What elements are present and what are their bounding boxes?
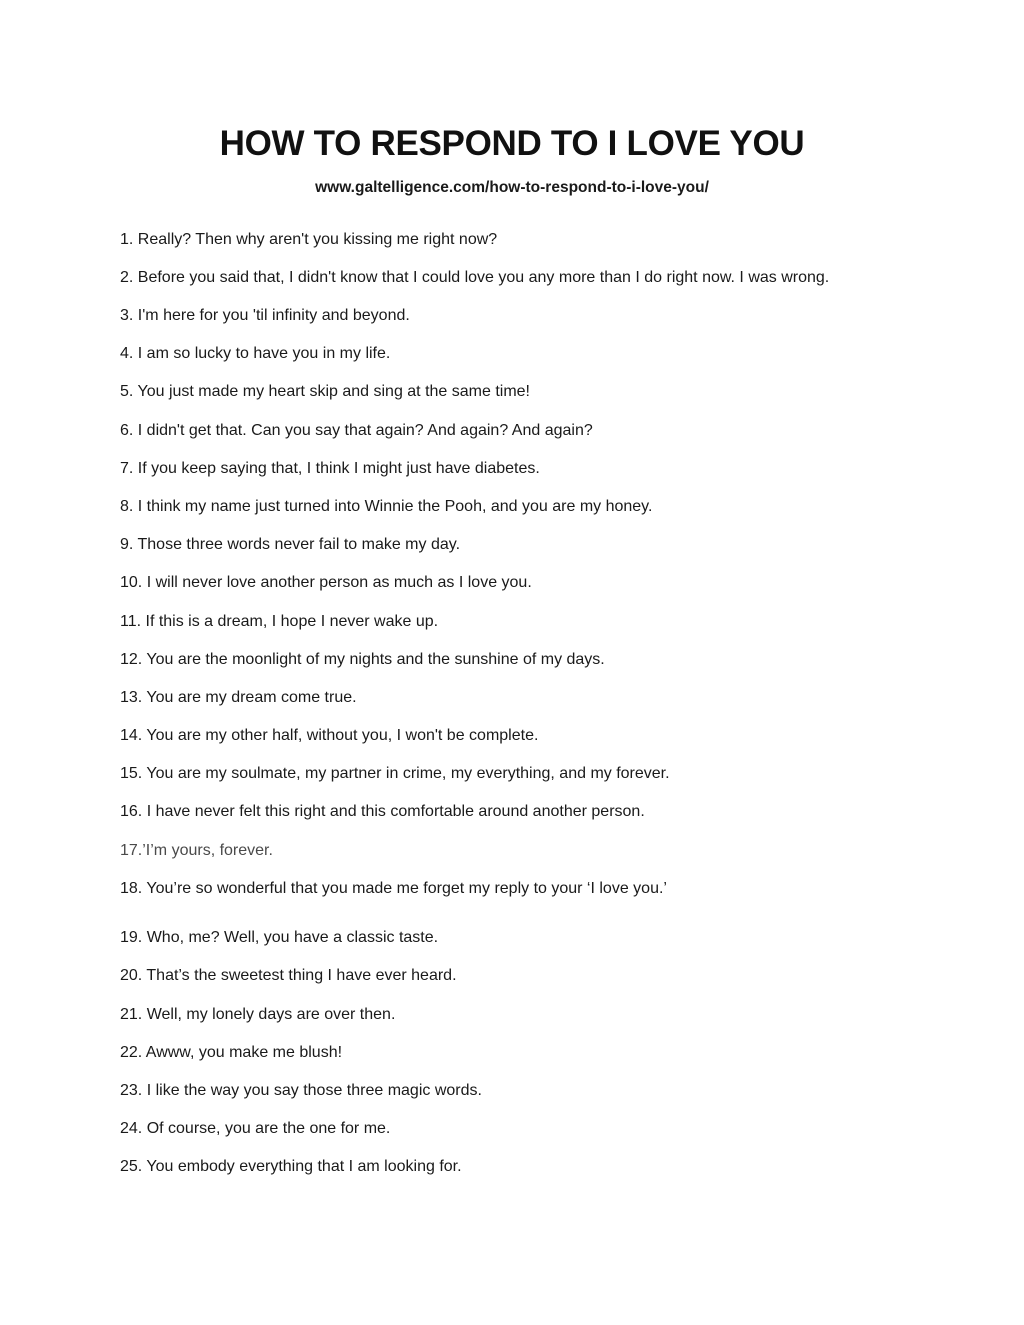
list-item: 23. I like the way you say those three magic words. <box>120 1082 482 1099</box>
list-item: 13. You are my dream come true. <box>120 689 357 706</box>
list-item: 22. Awww, you make me blush! <box>120 1044 343 1061</box>
list-item: 16. I have never felt this right and this comfortable around another person. <box>120 803 645 820</box>
list-item: 25. You embody everything that I am looking for. <box>120 1158 462 1175</box>
list-item: 2. Before you said that, I didn't know that I could love you any more than I do right now. I was wrong. <box>120 269 830 286</box>
list-item: 4. I am so lucky to have you in my life. <box>120 345 391 362</box>
list-item: 11. If this is a dream, I hope I never wake up. <box>120 613 439 630</box>
list-item: 9. Those three words never fail to make my day. <box>120 536 461 553</box>
list-item: 12. You are the moonlight of my nights and the sunshine of my days. <box>120 651 605 668</box>
list-item: 21. Well, my lonely days are over then. <box>120 1006 396 1023</box>
list-item: 14. You are my other half, without you, I won't be complete. <box>120 727 539 744</box>
list-item: 3. I'm here for you 'til infinity and beyond. <box>120 307 410 324</box>
list-item: 24. Of course, you are the one for me. <box>120 1120 391 1137</box>
list-item: 6. I didn't get that. Can you say that again? And again? And again? <box>120 422 593 439</box>
list-item: 7. If you keep saying that, I think I might just have diabetes. <box>120 460 540 477</box>
list-item: 19. Who, me? Well, you have a classic taste. <box>120 929 439 946</box>
list-item: 17.’I’m yours, forever. <box>120 842 273 859</box>
source-url: www.galtelligence.com/how-to-respond-to-i-love-you/ <box>315 179 709 196</box>
list-item: 10. I will never love another person as much as I love you. <box>120 574 532 591</box>
list-item: 1. Really? Then why aren't you kissing me right now? <box>120 231 498 248</box>
list-item: 8. I think my name just turned into Winnie the Pooh, and you are my honey. <box>120 498 653 515</box>
list-item: 18. You’re so wonderful that you made me forget my reply to your ‘I love you.’ <box>120 880 667 897</box>
list-item: 15. You are my soulmate, my partner in crime, my everything, and my forever. <box>120 765 670 782</box>
list-item: 5. You just made my heart skip and sing at the same time! <box>120 383 530 400</box>
list-item: 20. That’s the sweetest thing I have ever heard. <box>120 967 457 984</box>
page-title: HOW TO RESPOND TO I LOVE YOU <box>219 124 805 163</box>
